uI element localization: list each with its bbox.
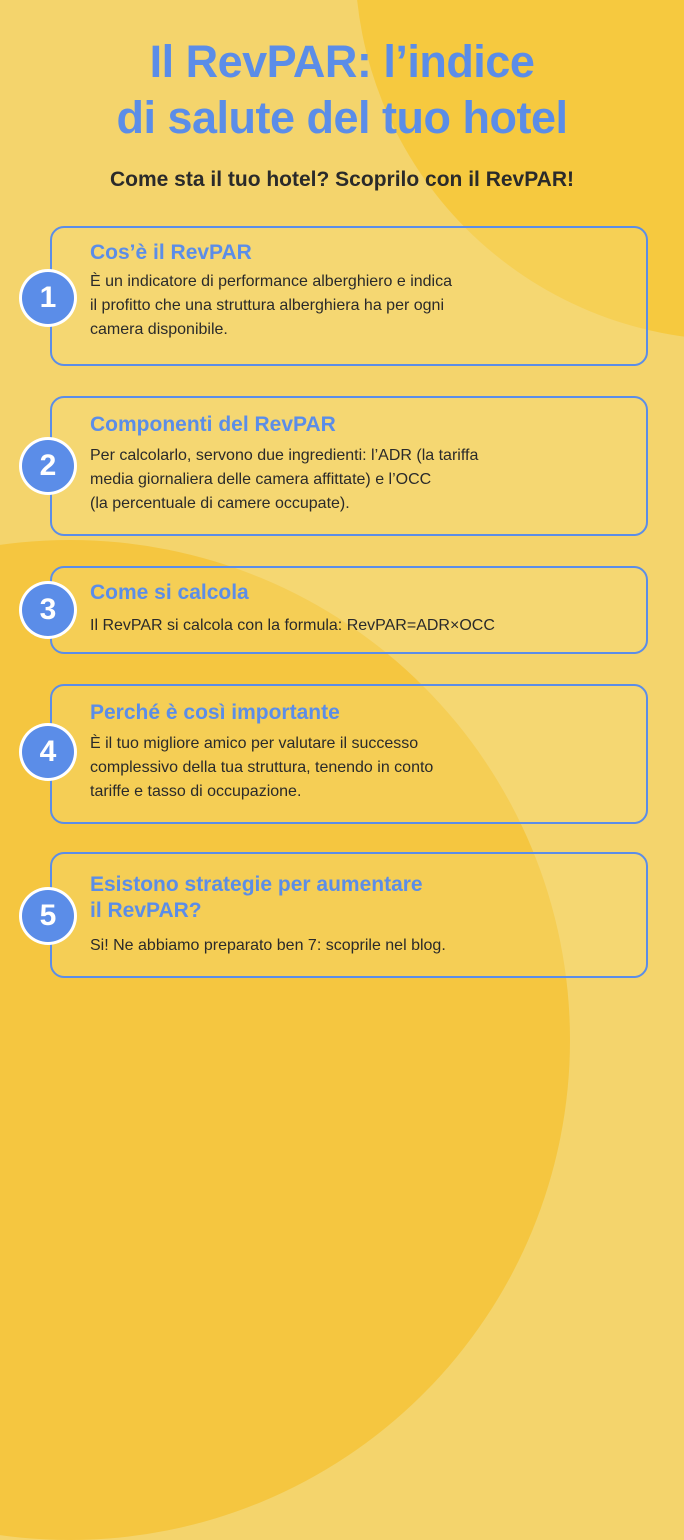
card-cose-il-revpar	[39, 226, 648, 366]
card-body-line: È il tuo migliore amico per valutare il successo	[90, 735, 419, 752]
card-body	[90, 614, 635, 638]
card-body-line: Si! Ne abbiamo preparato ben 7: scoprile nel blog.	[90, 937, 446, 954]
step-number-badge: 2	[22, 440, 74, 492]
card-title-line: Esistono strategie per aumentare	[90, 873, 423, 896]
card-componenti-del-revpar	[39, 396, 648, 536]
card-body-line: (la percentuale di camere occupate).	[90, 495, 350, 512]
page-title	[0, 34, 684, 146]
card-title-line: Componenti del RevPAR	[90, 413, 336, 436]
card-title	[90, 580, 249, 606]
card-title	[90, 412, 336, 438]
card-title	[90, 240, 252, 266]
page-title-line-2: di salute del tuo hotel	[116, 92, 568, 143]
card-body-line: camera disponibile.	[90, 321, 228, 338]
card-title-line: il RevPAR?	[90, 899, 202, 922]
card-title-line: Come si calcola	[90, 581, 249, 604]
page-subtitle: Come sta il tuo hotel? Scoprilo con il RevPAR!	[110, 168, 574, 191]
card-body-line: media giornaliera delle camera affittate) e l’OCC	[90, 471, 432, 488]
card-title-line: Cos’è il RevPAR	[90, 241, 252, 264]
card-body-line: Per calcolarlo, servono due ingredienti: l’ADR (la tariffa	[90, 447, 479, 464]
step-number-badge: 3	[22, 584, 74, 636]
card-body-line: tariffe e tasso di occupazione.	[90, 783, 302, 800]
step-number-badge: 5	[22, 890, 74, 942]
card-body-line: complessivo della tua struttura, tenendo in conto	[90, 759, 434, 776]
card-body	[90, 444, 635, 516]
card-title	[90, 700, 340, 726]
card-body	[90, 934, 635, 958]
step-number-badge: 4	[22, 726, 74, 778]
page-title-line-1: Il RevPAR: l’indice	[149, 36, 535, 87]
card-body-line: È un indicatore di performance alberghiero e indica	[90, 273, 452, 290]
card-perche-e-cosi-importante	[39, 684, 648, 824]
card-body-line: Il RevPAR si calcola con la formula: RevPAR=ADR×OCC	[90, 617, 495, 634]
card-title-line: Perché è così importante	[90, 701, 340, 724]
step-number-badge: 1	[22, 272, 74, 324]
card-body	[90, 270, 635, 342]
card-title	[90, 872, 423, 924]
card-body	[90, 732, 635, 804]
card-esistono-strategie	[39, 852, 648, 978]
card-body-line: il profitto che una struttura alberghiera ha per ogni	[90, 297, 444, 314]
card-come-si-calcola	[39, 566, 648, 654]
